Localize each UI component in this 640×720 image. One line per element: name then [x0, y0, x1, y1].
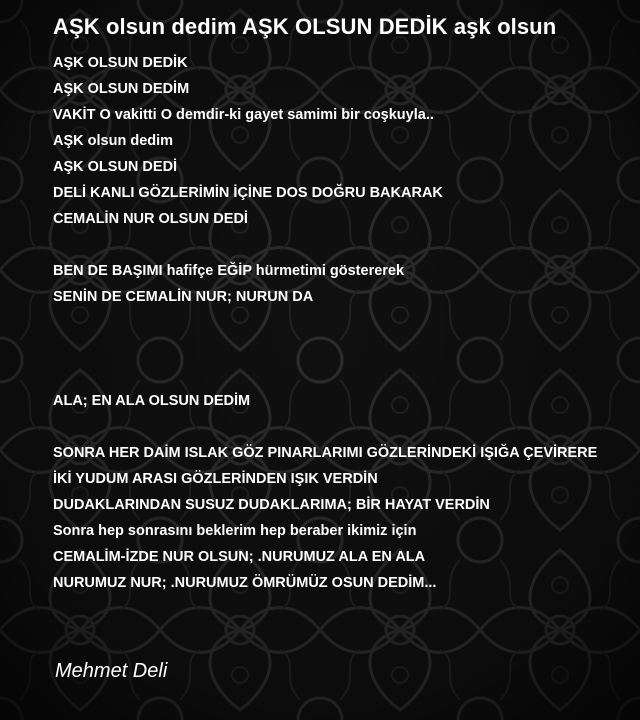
poem-line: DELİ KANLI GÖZLERİMİN İÇİNE DOS DOĞRU BAKARAK: [53, 185, 443, 201]
poem-line: BEN DE BAŞIMI hafifçe EĞİP hürmetimi göstererek: [53, 263, 405, 279]
poem-line: [53, 237, 640, 263]
poem-line: ALA; EN ALA OLSUN DEDİM: [53, 393, 251, 409]
poem-line: VAKİT O vakitti O demdir-ki gayet samimi bir coşkuyla..: [53, 107, 434, 123]
poem-title: AŞK olsun dedim AŞK OLSUN DEDİK aşk olsun: [53, 14, 557, 39]
poem-line: İKİ YUDUM ARASI GÖZLERİNDEN IŞIK VERDİN: [53, 471, 378, 487]
poem-line: [53, 367, 640, 393]
poem-line: SONRA HER DAİM ISLAK GÖZ PINARLARIMI GÖZLERİNDEKİ IŞIĞA ÇEVİRERE: [53, 445, 598, 461]
poem-line: AŞK OLSUN DEDİK: [53, 55, 188, 71]
poem-line: AŞK OLSUN DEDİ: [53, 159, 178, 175]
poem-line: DUDAKLARINDAN SUSUZ DUDAKLARIMA; BİR HAYAT VERDİN: [53, 497, 490, 513]
poem-line: CEMALİM-İZDE NUR OLSUN; .NURUMUZ ALA EN ALA: [53, 549, 426, 565]
poem-line: Sonra hep sonrasını beklerim hep beraber ikimiz için: [53, 523, 417, 539]
poem-line: [53, 315, 640, 341]
poem-line: AŞK olsun dedim: [53, 133, 174, 149]
poem-line: SENİN DE CEMALİN NUR; NURUN DA: [53, 289, 314, 305]
poem-body: [53, 55, 640, 601]
poem-line: CEMALİN NUR OLSUN DEDİ: [53, 211, 248, 227]
poem-line: NURUMUZ NUR; .NURUMUZ ÖMRÜMÜZ OSUN DEDİM...: [53, 575, 437, 591]
poem-line: [53, 419, 640, 445]
poem-line: [53, 341, 640, 367]
author-name: Mehmet Deli: [55, 660, 168, 682]
poem-line: AŞK OLSUN DEDİM: [53, 81, 190, 97]
